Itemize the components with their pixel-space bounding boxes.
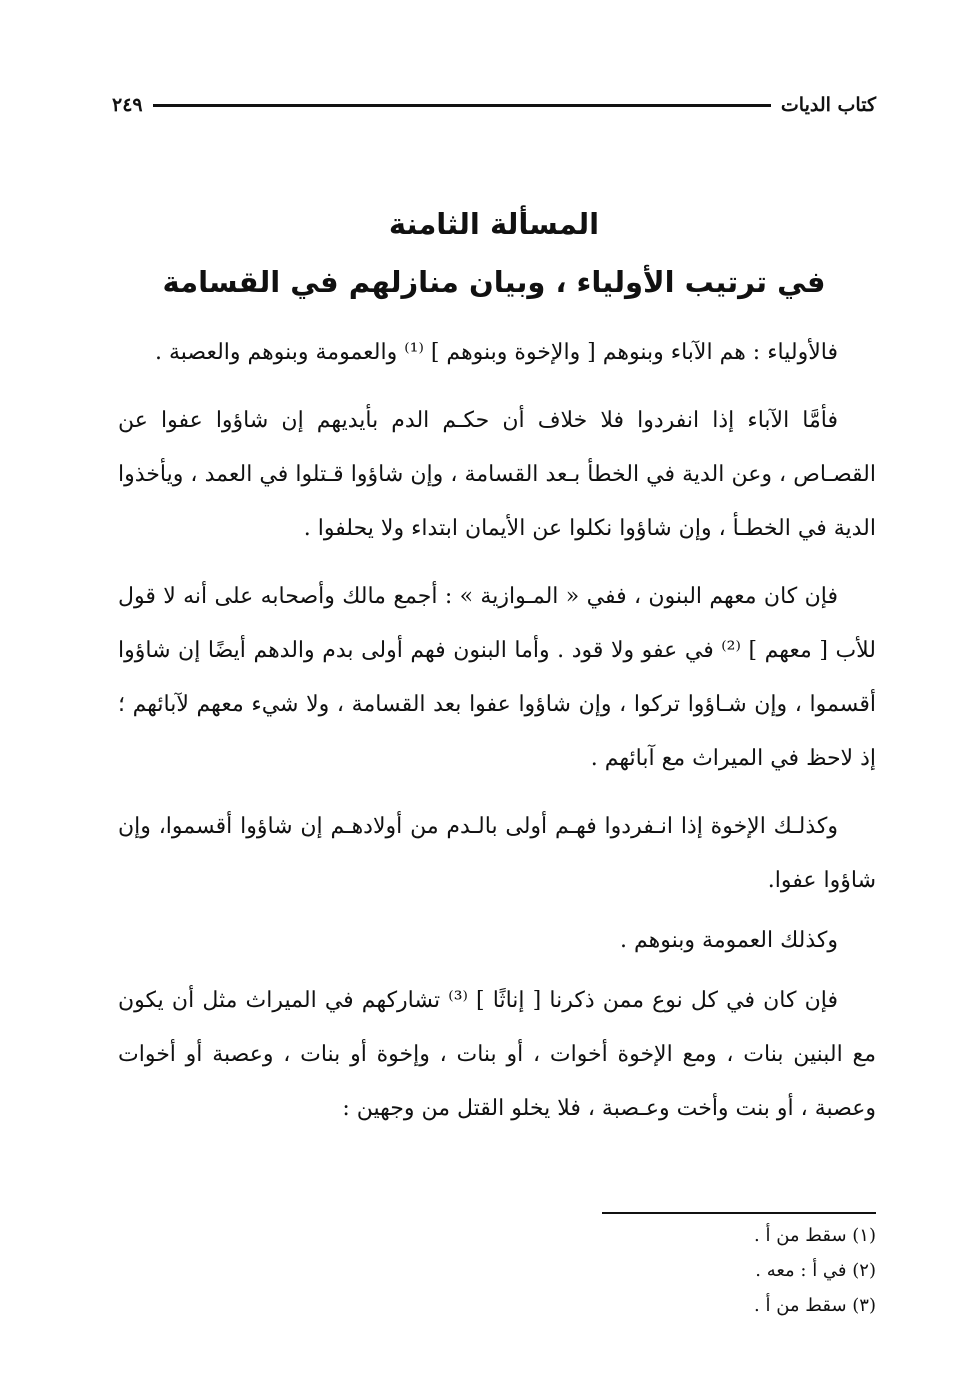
footnote: (٣) سقط من أ . <box>754 1295 876 1316</box>
section-title: المسألة الثامنة <box>388 207 600 241</box>
footnotes <box>600 1218 876 1323</box>
paragraph: فالأولياء : هم الآباء وبنوهم [ والإخوة وبنوهم ] ⁽¹⁾ والعمومة وبنوهم والعصبة . <box>154 340 838 365</box>
paragraph: فإن كان معهم البنون ، ففي « المـوازية » : أجمع مالك وأصحابه على أنه لا قول للأب [ معهم ] ⁽²⁾ في عفو ولا قود . وأما البنون فهم أولى بدم والدهم أيضًا إن شاؤوا أقسموا ، وإن شـاؤوا تركوا ، وإن شاؤوا عفوا بعد القسامة ، ولا شيء معهم لآبائهم ؛ إذ لاحظ في الميراث مع آبائهم . <box>118 584 876 771</box>
footnote-separator <box>602 1212 876 1214</box>
body-text <box>118 326 876 1150</box>
page-number: ٢٤٩ <box>112 94 143 116</box>
footnote: (١) سقط من أ . <box>754 1225 876 1246</box>
header-rule <box>153 104 771 107</box>
paragraph: فأمَّا الآباء إذا انفردوا فلا خلاف أن حكـم الدم بأيديهم إن شاؤوا عفوا عن القصـاص ، وعن الدية في الخطأ بـعد القسامة ، وإن شاؤوا قـتلوا في العمد ، ويأخذوا الدية في الخطـأ ، وإن شاؤوا نكلوا عن الأيمان ابتداء ولا يحلفوا . <box>118 408 876 541</box>
book-title: كتاب الديات <box>780 94 876 116</box>
running-header <box>112 90 876 120</box>
paragraph: فإن كان في كل نوع ممن ذكرنا [ إناثًا ] ⁽³⁾ تشاركهم في الميراث مثل أن يكون مع البنين بنات ، ومع الإخوة أخوات ، أو بنات ، وإخوة أو بنات ، وعصبة أو أخوات وعصبة ، أو بنت وأخت وعـصبة ، فلا يخلو القتل من وجهين : <box>118 988 876 1121</box>
paragraph: وكذلـك الإخوة إذا انـفردوا فهـم أولى بالـدم من أولادهـم إن شاؤوا أقسموا، وإن شاؤوا عفوا. <box>118 814 876 893</box>
section-subtitle: في ترتيب الأولياء ، وبيان منازلهم في القسامة <box>162 265 826 299</box>
paragraph: وكذلك العمومة وبنوهم . <box>620 928 838 953</box>
footnote: (٢) في أ : معه . <box>755 1260 876 1281</box>
